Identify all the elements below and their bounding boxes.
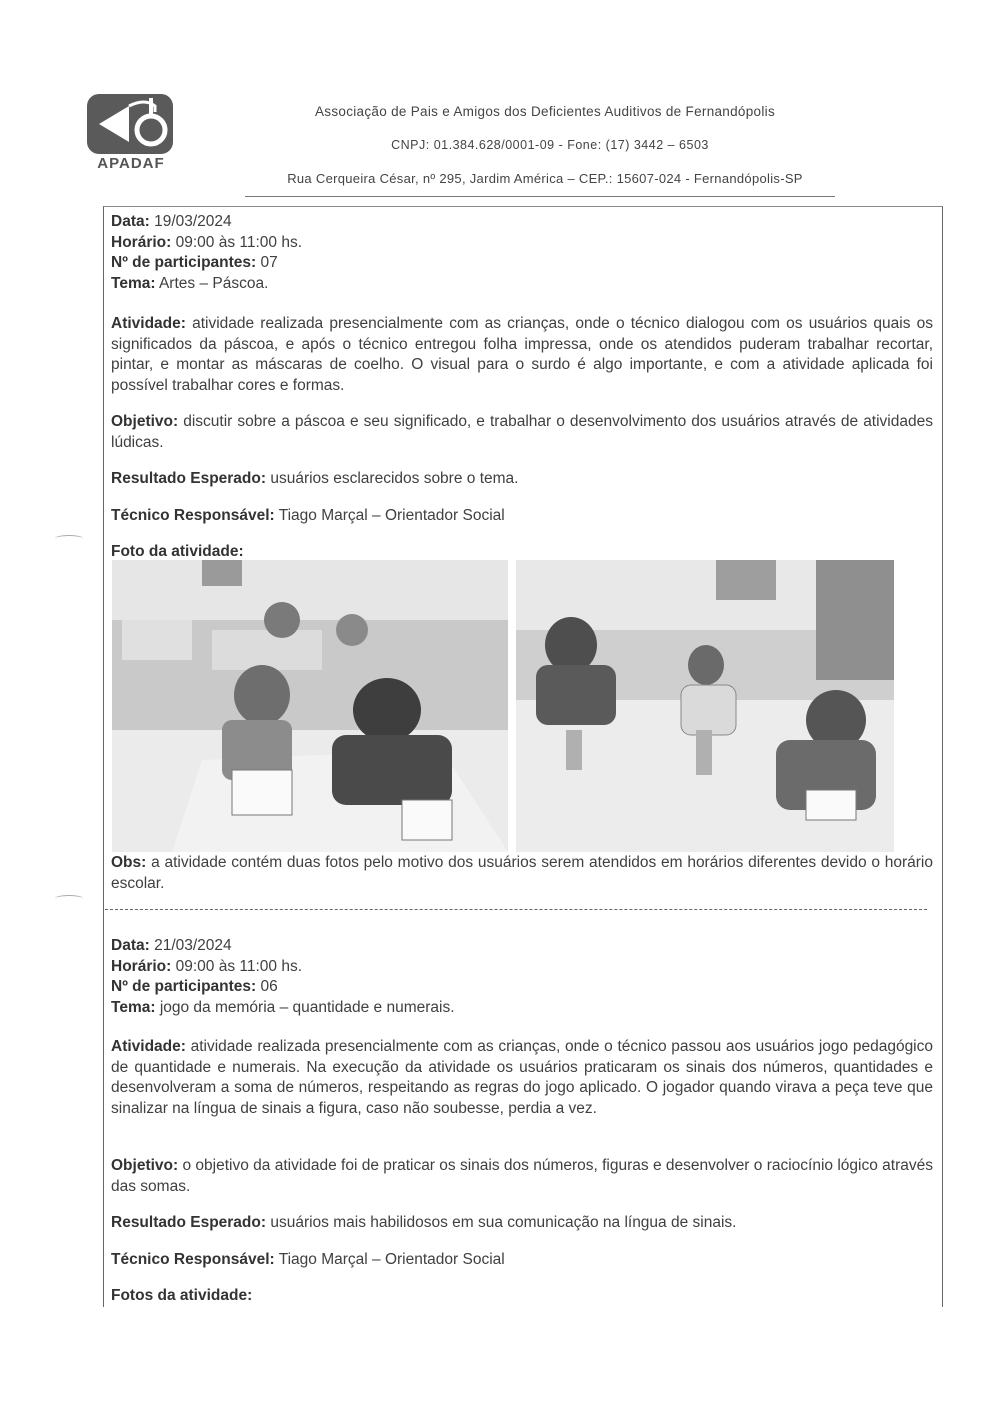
scan-mark	[55, 535, 83, 542]
entry-2-objective: Objetivo: o objetivo da atividade foi de praticar os sinais dos números, figuras e desenvolver o raciocínio lógico através das somas.	[111, 1157, 933, 1195]
entry-2-technician: Técnico Responsável: Tiago Marçal – Orientador Social	[111, 1251, 505, 1268]
date-line: Data: 19/03/2024	[111, 213, 232, 230]
entry-1-observation: Obs: a atividade contém duas fotos pelo motivo dos usuários serem atendidos em horários diferentes devido o horário escolar.	[111, 854, 933, 892]
cnpj-phone: CNPJ: 01.384.628/0001-09 - Fone: (17) 3442 – 6503	[391, 138, 709, 152]
entry-1-meta	[111, 212, 933, 294]
participants-line: Nº de participantes: 07	[111, 254, 278, 271]
activity-photo-1	[112, 560, 508, 852]
scan-mark	[55, 895, 83, 902]
org-name: Associação de Pais e Amigos dos Deficientes Auditivos de Fernandópolis	[315, 104, 775, 119]
apadaf-logo	[85, 92, 177, 172]
entry-2-photo-label: Fotos da atividade:	[111, 1287, 253, 1304]
entry-1-photo-label: Foto da atividade:	[111, 543, 244, 560]
theme-line: Tema: jogo da memória – quantidade e numerais.	[111, 998, 455, 1016]
date-line: Data: 21/03/2024	[111, 937, 232, 954]
entry-1-objective: Objetivo: discutir sobre a páscoa e seu significado, e trabalhar o desenvolvimento dos usuários através de atividades lúdicas.	[111, 413, 933, 451]
entry-1-activity: Atividade: atividade realizada presencialmente com as crianças, onde o técnico dialogou com os usuários quais os significados da páscoa, e após o técnico entregou folha impressa, onde os atendidos puderam trabalhar recortar, pintar, e montar as máscaras de coelho. O visual para o surdo é algo importante, e com a atividade aplicada foi possível trabalhar cores e formas.	[111, 315, 933, 394]
entry-1-result: Resultado Esperado: usuários esclarecidos sobre o tema.	[111, 470, 519, 487]
activity-photo-2	[516, 560, 894, 852]
org-address: Rua Cerqueira César, nº 295, Jardim América – CEP.: 15607-024 - Fernandópolis-SP	[287, 171, 803, 186]
entry-2-activity: Atividade: atividade realizada presencialmente com as crianças, onde o técnico passou aos usuários jogo pedagógico de quantidade e numerais. Na execução da atividade os usuários praticaram os sinais dos números, quantidades e desenvolveram a soma de números, respeitando as regras do jogo aplicado. O jogador quando virava a peça teve que sinalizar na língua de sinais a figura, caso não soubesse, perdia a vez.	[111, 1038, 933, 1117]
entry-separator	[105, 909, 927, 910]
time-line: Horário: 09:00 às 11:00 hs.	[111, 957, 302, 975]
time-line: Horário: 09:00 às 11:00 hs.	[111, 233, 302, 251]
logo-text: APADAF	[97, 155, 165, 172]
entry-1-technician: Técnico Responsável: Tiago Marçal – Orientador Social	[111, 507, 505, 524]
entry-2-meta	[111, 936, 933, 1018]
entry-2-result: Resultado Esperado: usuários mais habilidosos em sua comunicação na língua de sinais.	[111, 1214, 737, 1231]
theme-line: Tema: Artes – Páscoa.	[111, 274, 269, 292]
participants-line: Nº de participantes: 06	[111, 978, 278, 995]
header-divider	[245, 196, 835, 197]
